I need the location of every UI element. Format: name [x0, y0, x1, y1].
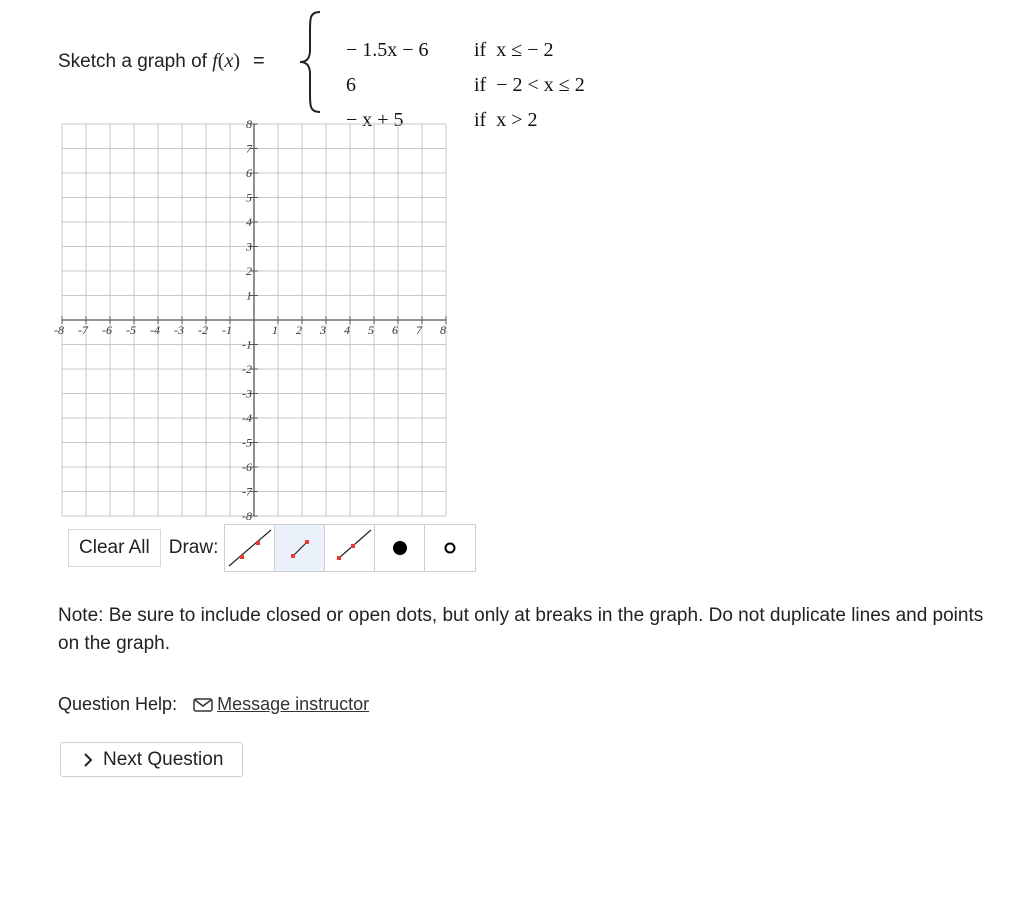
closed-dot-tool-icon	[377, 528, 423, 568]
y-tick-label: 4	[246, 215, 252, 229]
x-tick-label: -8	[54, 323, 64, 337]
piece-3-expression: − x + 5	[346, 109, 404, 131]
x-tick-label: -4	[150, 323, 160, 337]
function-name: f	[212, 50, 218, 72]
x-tick-label: 2	[296, 323, 302, 337]
y-tick-label: 7	[246, 141, 252, 156]
segment-tool-icon	[277, 528, 323, 568]
x-tick-label: 6	[392, 323, 398, 337]
question-prompt	[58, 50, 265, 73]
y-tick-label: -8	[242, 509, 252, 523]
function-variable: x	[224, 50, 234, 72]
piecewise-definition	[298, 10, 628, 131]
open-dot-tool-button[interactable]	[425, 525, 475, 571]
y-tick-label: 2	[246, 264, 252, 278]
closed-dot-tool-button[interactable]	[375, 525, 425, 571]
draw-label: Draw:	[168, 537, 219, 558]
x-tick-label: -5	[126, 323, 136, 337]
y-tick-label: -2	[242, 362, 252, 376]
piece-1-condition: if x ≤ − 2	[474, 39, 554, 61]
chevron-right-icon	[83, 753, 93, 767]
y-tick-label: -3	[242, 386, 252, 401]
next-question-button[interactable]	[60, 742, 243, 777]
y-tick-label: 8	[246, 117, 252, 131]
message-instructor-link[interactable]: Message instructor	[217, 694, 370, 714]
y-tick-label: 5	[246, 190, 252, 205]
note-text: Note: Be sure to include closed or open dots, but only at breaks in the graph. Do not duplicate lines and points on the graph.	[58, 605, 984, 654]
question-help	[58, 694, 369, 715]
next-question-label: Next Question	[103, 748, 224, 770]
y-tick-label: 1	[246, 288, 252, 303]
line-tool-button[interactable]	[225, 525, 275, 571]
y-tick-label: 6	[246, 166, 252, 180]
message-instructor-link-wrap[interactable]	[193, 694, 369, 715]
prompt-text: Sketch a graph of	[58, 51, 207, 72]
y-tick-label: -4	[242, 411, 252, 425]
x-tick-label: -3	[174, 323, 184, 337]
y-tick-label: -6	[242, 460, 252, 474]
function-notation: f(x)	[212, 50, 241, 72]
piece-2-condition: if − 2 < x ≤ 2	[474, 74, 585, 96]
x-tick-label: 4	[344, 323, 350, 337]
ray-tool-button[interactable]	[325, 525, 375, 571]
open-dot-tool-icon	[427, 528, 473, 568]
clear-all-button[interactable]: Clear All	[68, 529, 161, 567]
ray-tool-icon	[327, 528, 373, 568]
x-tick-label: 5	[368, 323, 374, 337]
piece-3-condition: if x > 2	[474, 109, 538, 131]
x-tick-label: 1	[272, 323, 278, 337]
question-help-label: Question Help:	[58, 694, 178, 714]
x-tick-label: -2	[198, 323, 208, 337]
draw-toolbar	[68, 524, 476, 572]
equals-sign: =	[253, 50, 265, 72]
y-tick-label: 3	[246, 239, 252, 254]
y-tick-label: -5	[242, 435, 252, 450]
x-tick-label: -1	[222, 323, 232, 337]
segment-tool-button[interactable]	[275, 525, 325, 571]
line-tool-icon	[227, 528, 273, 568]
x-tick-label: -7	[78, 323, 88, 337]
x-tick-label: 7	[416, 323, 422, 337]
x-tick-label: 8	[440, 323, 446, 337]
graph-canvas[interactable]	[54, 117, 450, 523]
x-tick-label: 3	[320, 323, 326, 337]
draw-tools	[224, 524, 476, 572]
envelope-icon	[193, 697, 213, 713]
left-brace	[298, 10, 324, 114]
x-tick-label: -6	[102, 323, 112, 337]
piece-1-expression: − 1.5x − 6	[346, 39, 429, 61]
piece-2-expression: 6	[346, 74, 356, 96]
y-tick-label: -1	[242, 337, 252, 352]
y-tick-label: -7	[242, 484, 252, 499]
